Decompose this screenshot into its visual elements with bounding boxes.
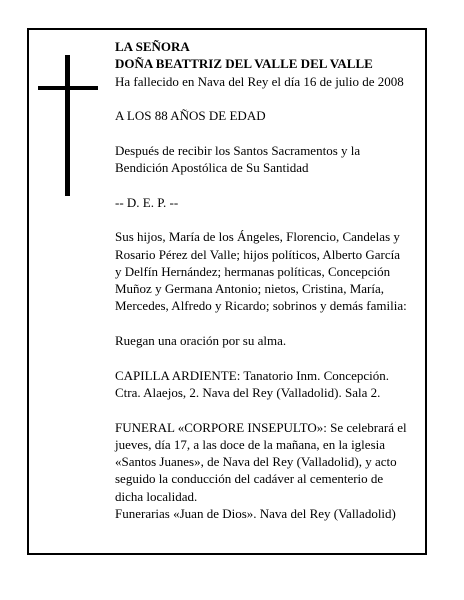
funeral-line: dicha localidad. (115, 488, 198, 504)
chapel-line: Ctra. Alaejos, 2. Nava del Rey (Valladolid). Sala 2. (115, 384, 381, 400)
sacraments-line-2: Bendición Apostólica de Su Santidad (115, 160, 309, 176)
family-line: Rosario Pérez del Valle; hijos políticos, Alberto García (115, 246, 400, 262)
funeral-line: FUNERAL «CORPORE INSEPULTO»: Se celebrará el (115, 419, 407, 435)
death-line: Ha fallecido en Nava del Rey el día 16 de julio de 2008 (115, 73, 404, 89)
family-line: Sus hijos, María de los Ángeles, Florencio, Candelas y (115, 229, 400, 245)
chapel-line: CAPILLA ARDIENTE: Tanatorio Inm. Concepción. (115, 367, 389, 383)
family-line: Muñoz y Germana Antonio; nietos, Cristina, María, (115, 281, 384, 297)
obituary-text (115, 38, 425, 522)
sacraments-line-1: Después de recibir los Santos Sacramentos y la (115, 142, 361, 158)
funeral-line: «Santos Juanes», de Nava del Rey (Valladolid), y acto (115, 454, 397, 470)
family-line: Mercedes, Alfredo y Ricardo; sobrinos y demás familia: (115, 298, 407, 314)
cross-vertical-bar (65, 55, 70, 196)
dep-line: -- D. E. P. -- (115, 194, 179, 210)
age-line: A LOS 88 AÑOS DE EDAD (115, 108, 266, 124)
funeral-home-line: Funerarias «Juan de Dios». Nava del Rey (Valladolid) (115, 506, 396, 522)
family-line: y Delfín Hernández; hermanas políticas, Concepción (115, 263, 391, 279)
funeral-line: seguido la conducción del cadáver al cementerio de (115, 471, 384, 487)
title-line: LA SEÑORA (115, 39, 190, 54)
cross-horizontal-bar (38, 86, 98, 90)
deceased-name: DOÑA BEATTRIZ DEL VALLE DEL VALLE (115, 56, 373, 72)
prayer-line: Ruegan una oración por su alma. (115, 333, 287, 349)
funeral-line: jueves, día 17, a las doce de la mañana, en la iglesia (115, 436, 386, 452)
